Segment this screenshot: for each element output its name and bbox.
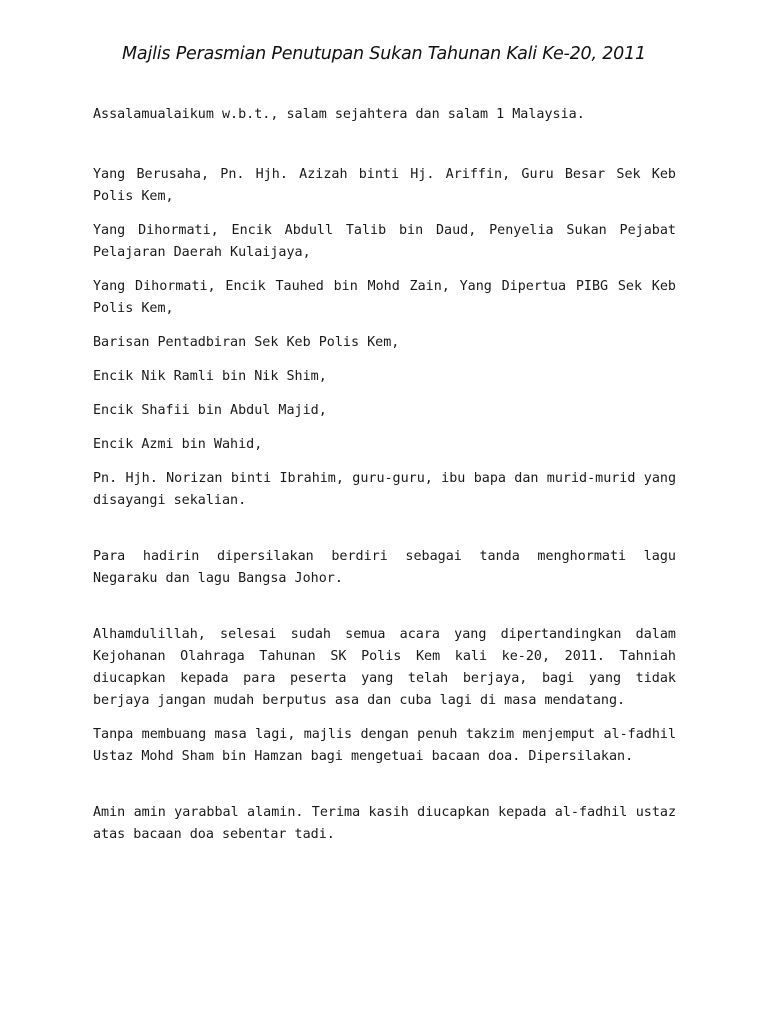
closing-paragraph: Alhamdulillah, selesai sudah semua acara yang dipertandingkan dalam Kejohanan Olahraga Tahunan SK Polis Kem kali ke-20, 2011. Tahniah diucapkan kepada para peserta yang telah berjaya, bagi yang tidak berjaya jangan mudah berputus asa dan cuba lagi di masa mendatang. <box>93 627 676 708</box>
salutation-paragraph: Encik Shafii bin Abdul Majid, <box>93 403 327 418</box>
salutation-paragraph: Yang Dihormati, Encik Tauhed bin Mohd Zain, Yang Dipertua PIBG Sek Keb Polis Kem, <box>93 279 676 316</box>
salutation-paragraph: Encik Azmi bin Wahid, <box>93 437 263 452</box>
salutation-paragraph: Encik Nik Ramli bin Nik Shim, <box>93 369 327 384</box>
document-body <box>93 104 676 846</box>
page-title: Majlis Perasmian Penutupan Sukan Tahunan Kali Ke-20, 2011 <box>122 44 646 64</box>
salutation-paragraph: Pn. Hjh. Norizan binti Ibrahim, guru-guru, ibu bapa dan murid-murid yang disayangi sekalian. <box>93 471 676 508</box>
salutation-paragraph: Yang Dihormati, Encik Abdull Talib bin Daud, Penyelia Sukan Pejabat Pelajaran Daerah Kulaijaya, <box>93 223 676 260</box>
greeting-paragraph: Assalamualaikum w.b.t., salam sejahtera dan salam 1 Malaysia. <box>93 107 585 122</box>
salutation-paragraph: Yang Berusaha, Pn. Hjh. Azizah binti Hj. Ariffin, Guru Besar Sek Keb Polis Kem, <box>93 167 676 204</box>
thanks-paragraph: Amin amin yarabbal alamin. Terima kasih diucapkan kepada al-fadhil ustaz atas bacaan doa sebentar tadi. <box>93 805 676 842</box>
anthem-paragraph: Para hadirin dipersilakan berdiri sebagai tanda menghormati lagu Negaraku dan lagu Bangsa Johor. <box>93 549 676 586</box>
closing-paragraph: Tanpa membuang masa lagi, majlis dengan penuh takzim menjemput al-fadhil Ustaz Mohd Sham bin Hamzan bagi mengetuai bacaan doa. Dipersilakan. <box>93 727 676 764</box>
salutation-paragraph: Barisan Pentadbiran Sek Keb Polis Kem, <box>93 335 400 350</box>
